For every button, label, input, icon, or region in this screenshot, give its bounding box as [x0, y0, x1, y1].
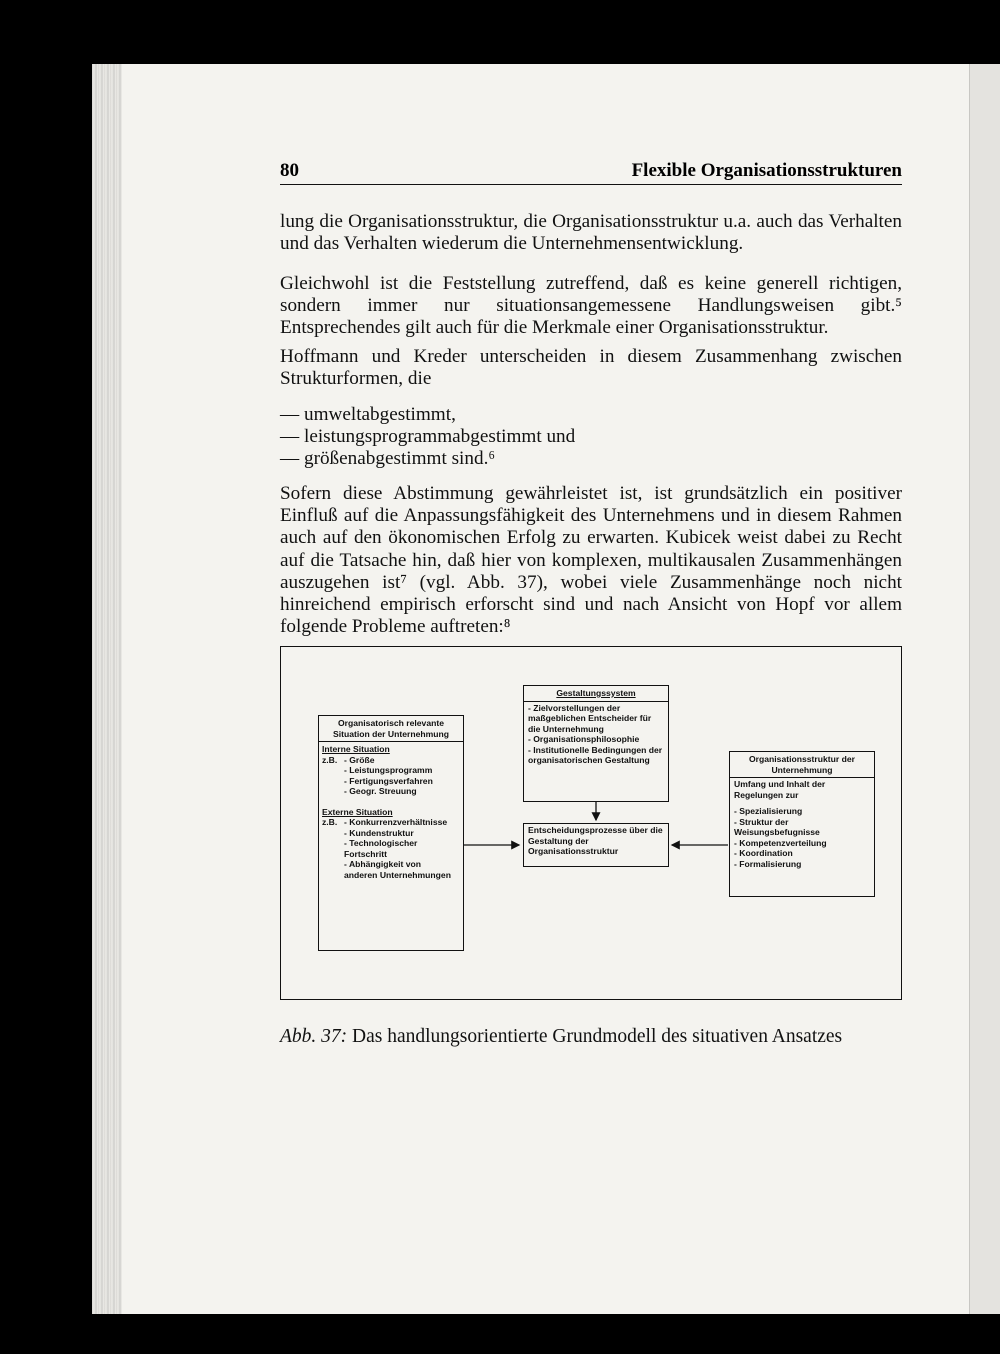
list-item: - Struktur der Weisungsbefugnisse	[734, 817, 870, 838]
structure-title: Organisationsstruktur der Unternehmung	[748, 754, 855, 775]
decision-text: Entscheidungsprozesse über die Gestaltung der Organisationsstruktur	[528, 825, 663, 856]
paragraph-2: Gleichwohl ist die Feststellung zutreffend, daß es keine generell richtigen, sondern immer nur situationsangemessene Handlungsweisen gibt.⁵ Entsprechendes gilt auch für die Merkmale einer Organisationsstruktur.	[280, 273, 902, 339]
external-situation-label: Externe Situation	[322, 806, 393, 817]
design-system-box	[523, 685, 669, 802]
page-number: 80	[280, 160, 299, 181]
list-item: - Technologischer Fortschritt	[344, 838, 454, 859]
situation-title: Organisatorisch relevante Situation der Unternehmung	[332, 718, 449, 739]
running-title: Flexible Organisationsstrukturen	[631, 160, 902, 181]
external-prefix: z.B.	[322, 817, 338, 827]
caption-label: Abb. 37:	[280, 1026, 348, 1047]
dash-item: — umweltabgestimmt,	[280, 404, 456, 425]
list-item: - Organisationsphilosophie	[528, 734, 664, 745]
figure-caption	[280, 1026, 842, 1048]
list-item: - Abhängigkeit von anderen Unternehmungen	[344, 859, 454, 880]
list-item: - Geogr. Streuung	[344, 786, 433, 797]
dash-item: — größenabgestimmt sind.⁶	[280, 448, 496, 469]
situation-box	[318, 715, 464, 951]
list-item: - Fertigungsverfahren	[344, 776, 433, 787]
list-item: - Koordination	[734, 848, 870, 859]
list-item: - Größe	[344, 755, 433, 766]
list-item: - Institutionelle Bedingungen der organisatorischen Gestaltung	[528, 745, 664, 766]
internal-situation-label: Interne Situation	[322, 744, 390, 754]
decision-process-box	[523, 823, 669, 867]
list-item: - Spezialisierung	[734, 806, 870, 817]
structure-subtitle: Umfang und Inhalt der Regelungen zur	[734, 779, 826, 800]
list-item: - Kompetenzverteilung	[734, 838, 870, 849]
list-item: - Konkurrenzverhältnisse	[344, 817, 454, 828]
facing-page-edge	[969, 64, 1000, 1314]
page-stack-edge	[92, 64, 122, 1314]
list-item: - Zielvorstellungen der maßgeblichen Entscheider für die Unternehmung	[528, 703, 664, 735]
caption-text: Das handlungsorientierte Grundmodell des situativen Ansatzes	[352, 1026, 843, 1047]
list-item: - Formalisierung	[734, 859, 870, 870]
paragraph-1: lung die Organisationsstruktur, die Organisationsstruktur u.a. auch das Verhalten und das Verhalten wiederum die Unternehmensentwicklung.	[280, 211, 902, 255]
org-structure-box	[729, 751, 875, 897]
list-item: - Leistungsprogramm	[344, 765, 433, 776]
list-item: - Kundenstruktur	[344, 828, 454, 839]
paragraph-4: Sofern diese Abstimmung gewährleistet ist, ist grundsätzlich ein positiver Einfluß auf die Anpassungsfähigkeit des Unternehmens und in diesem Rahmen auch auf den ökonomischen Erfolg zu erwarten. Kubicek weist dabei zu Recht auf die Tatsache hin, daß hier von komplexen, multikausalen Zusammenhängen auszugehen ist⁷ (vgl. Abb. 37), wobei viele Zusammenhänge noch nicht hinreichend empirisch erforscht sind und nach Ansicht von Hopf vor allem folgende Probleme auftreten:⁸	[280, 483, 902, 638]
internal-prefix: z.B.	[322, 754, 338, 765]
dash-item: — leistungsprogrammabgestimmt und	[280, 426, 576, 447]
running-header	[280, 160, 902, 185]
figure-37-diagram	[280, 646, 902, 1000]
design-title: Gestaltungssystem	[556, 688, 636, 698]
paragraph-3: Hoffmann und Kreder unterscheiden in diesem Zusammenhang zwischen Strukturformen, die	[280, 346, 902, 390]
